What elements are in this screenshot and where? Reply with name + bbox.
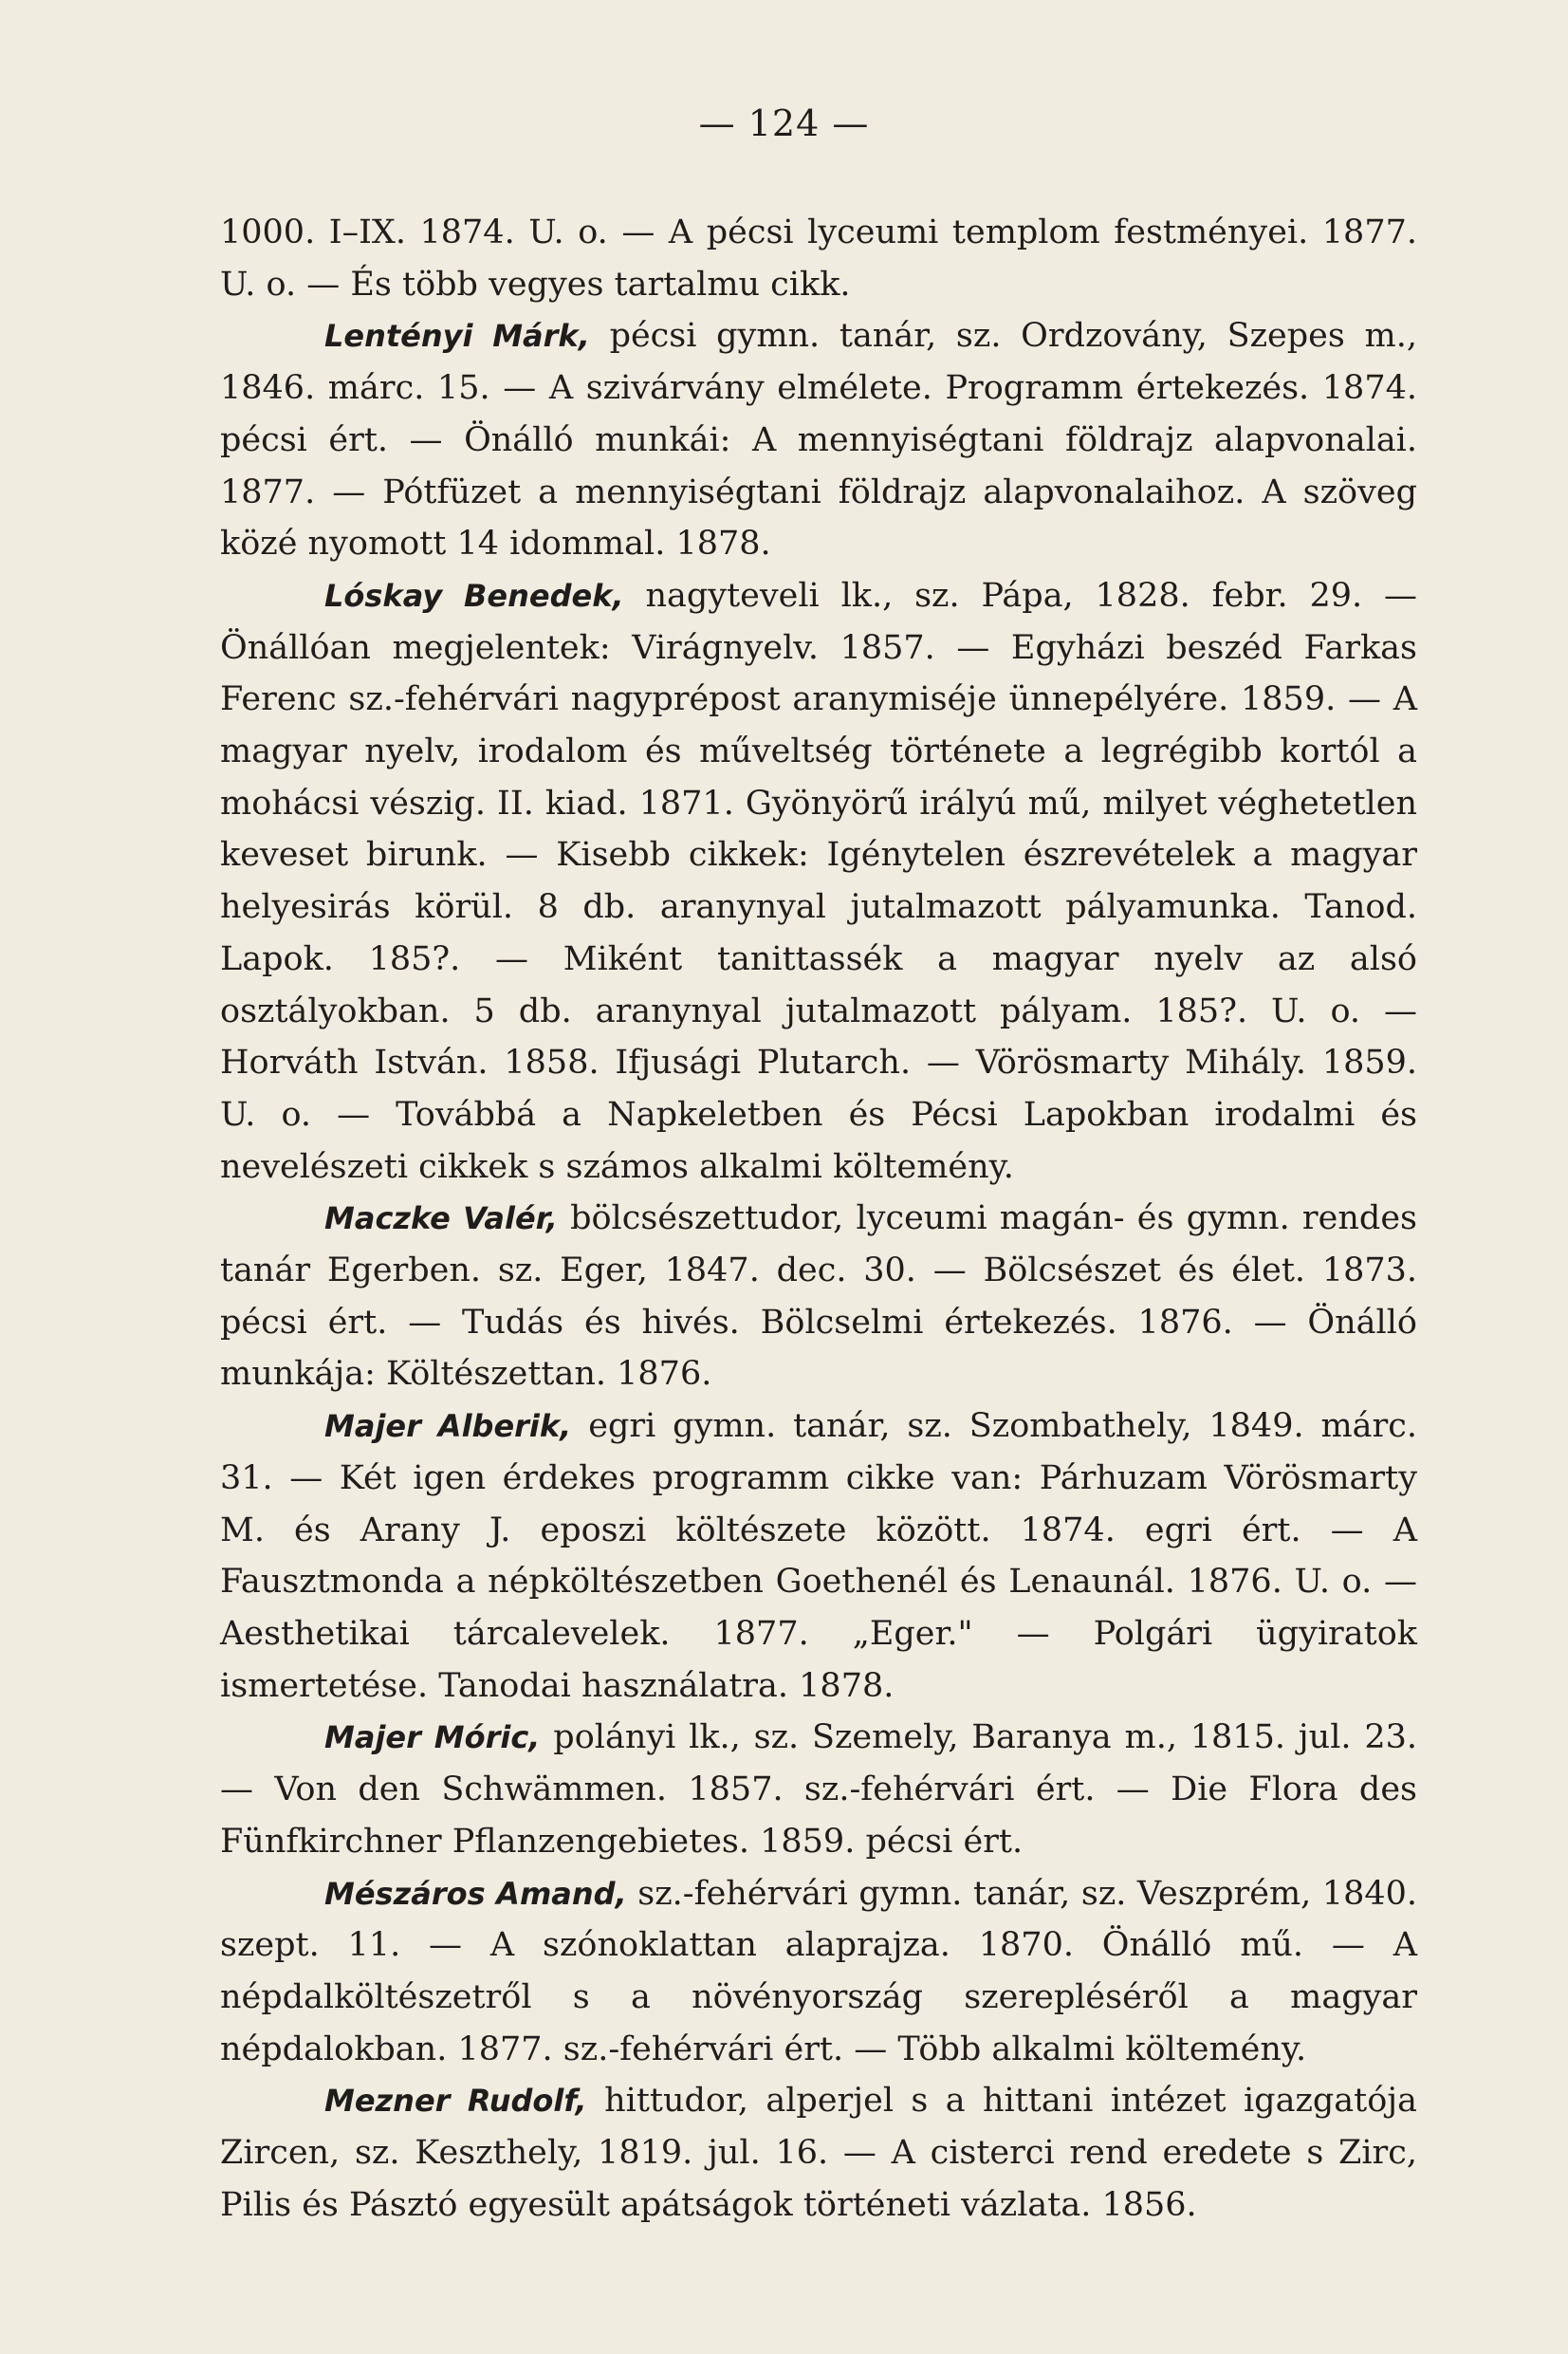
entry-text: sz.-fehérvári gymn. tanár, sz. Veszprém, 1840. szept. 11. — A szónoklattan alaprajza. 1870. Önálló mű. — A népdalköltészetről s a növényország szerepléséről a magyar népdalokban. 1877. sz.-fehérvári ért. — Több alkalmi költemény. xyxy=(220,1874,1417,2068)
entry-majer-moric xyxy=(220,1712,1417,1867)
entry-author: Maczke Valér, xyxy=(324,1200,558,1237)
entry-lentenyi xyxy=(220,310,1417,570)
entry-author: Majer Alberik, xyxy=(324,1408,572,1445)
entry-author: Mezner Rudolf, xyxy=(324,2083,587,2120)
entry-maczke xyxy=(220,1193,1417,1400)
entry-author: Majer Móric, xyxy=(324,1719,541,1756)
entry-text: nagyteveli lk., sz. Pápa, 1828. febr. 29. — Önállóan megjelentek: Virágnyelv. 1857. — Egyházi beszéd Farkas Ferenc sz.-fehérvári nagyprépost aranymiséje ünnepélyére. 1859. — A magyar nyelv, irodalom és műveltség története a legrégibb kortól a mohácsi vészig. II. kiad. 1871. Gyönyörű irályú mű, milyet véghetetlen keveset birunk. — Kisebb cikkek: Igénytelen észrevételek a magyar helyesirás körül. 8 db. aranynyal jutalmazott pályamunka. Tanod. Lapok. 185?. — Miként tanittassék a magyar nyelv az alsó osztályokban. 5 db. aranynyal jutalmazott pályam. 185?. U. o. — Horváth István. 1858. Ifjusági Plutarch. — Vörösmarty Mihály. 1859. U. o. — Továbbá a Napkeletben és Pécsi Lapokban irodalmi és nevelészeti cikkek s számos alkalmi költemény. xyxy=(220,576,1417,1186)
entry-text: bölcsészettudor, lyceumi magán- és gymn. rendes tanár Egerben. sz. Eger, 1847. dec. 30. — Bölcsészet és élet. 1873. pécsi ért. — Tudás és hivés. Bölcselmi értekezés. 1876. — Önálló munkája: Költészettan. 1876. xyxy=(220,1199,1417,1394)
entry-majer-alberik xyxy=(220,1400,1417,1712)
entry-loskay xyxy=(220,570,1417,1193)
entry-text: hittudor, alperjel s a hittani intézet igazgatója Zircen, sz. Keszthely, 1819. jul. 16. — A cisterci rend eredete s Zirc, Pilis és Pásztó egyesült apátságok történeti vázlata. 1856. xyxy=(220,2082,1418,2224)
entry-author: Mészáros Amand, xyxy=(324,1875,627,1912)
entry-author: Lóskay Benedek, xyxy=(324,577,624,614)
biography-list xyxy=(220,207,1417,2231)
entry-text: polányi lk., sz. Szemely, Baranya m., 1815. jul. 23. — Von den Schwämmen. 1857. sz.-fehérvári ért. — Die Flora des Fünfkirchner Pflanzengebietes. 1859. pécsi ért. xyxy=(220,1718,1418,1861)
entry-continuation xyxy=(220,207,1417,310)
entry-text: 1000. I–IX. 1874. U. o. — A pécsi lyceumi templom festményei. 1877. U. o. — És több vegyes tartalmu cikk. xyxy=(220,213,1417,304)
page-number: — 124 — xyxy=(698,102,870,144)
entry-text: egri gymn. tanár, sz. Szombathely, 1849. márc. 31. — Két igen érdekes programm cikke van: Párhuzam Vörösmarty M. és Arany J. eposzi költészete között. 1874. egri ért. — A Fausztmonda a népköltészetben Goethenél és Lenaunál. 1876. U. o. — Aesthetikai tárcalevelek. 1877. „Eger." — Polgári ügyiratok ismertetése. Tanodai használatra. 1878. xyxy=(220,1407,1417,1705)
entry-author: Lentényi Márk, xyxy=(324,318,590,355)
entry-meszaros xyxy=(220,1868,1417,2076)
entry-text: pécsi gymn. tanár, sz. Ordzovány, Szepes m., 1846. márc. 15. — A szivárvány elmélete. Programm értekezés. 1874. pécsi ért. — Önálló munkái: A mennyiségtani földrajz alapvonalai. 1877. — Pótfüzet a mennyiségtani földrajz alapvonalaihoz. A szöveg közé nyomott 14 idommal. 1878. xyxy=(220,317,1417,564)
entry-mezner xyxy=(220,2075,1417,2231)
